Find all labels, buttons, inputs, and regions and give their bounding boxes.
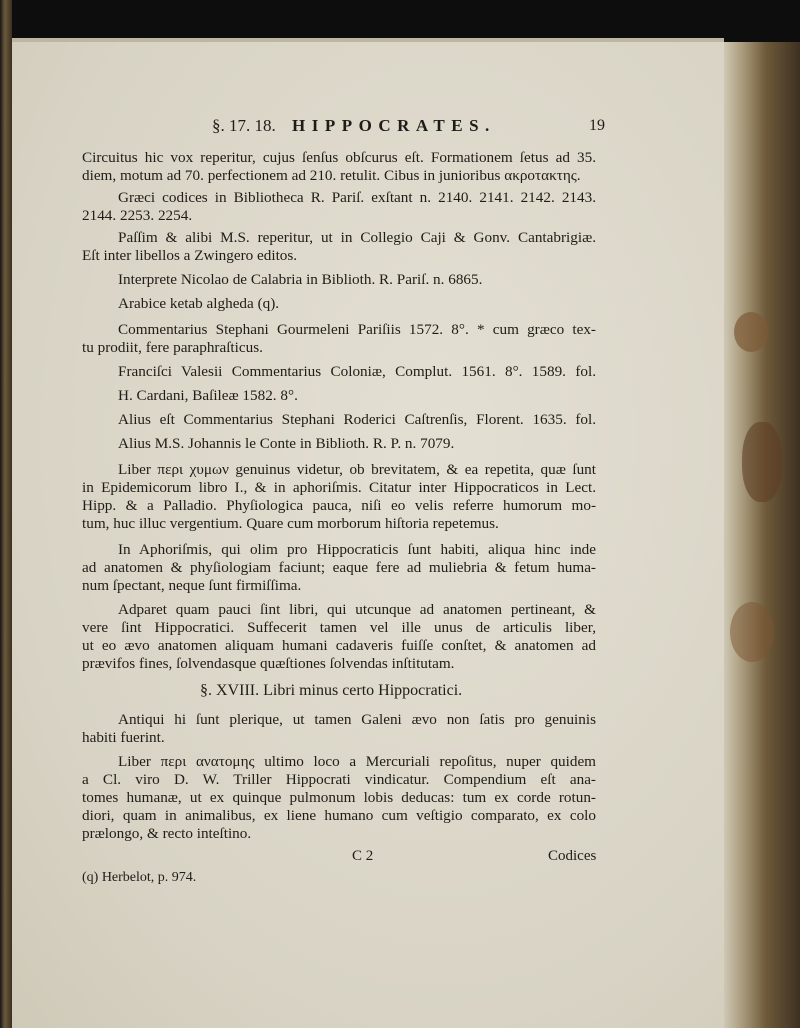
text-line: habiti fuerint. (82, 729, 165, 746)
footnote: (q) Herbelot, p. 974. (82, 870, 197, 885)
page-stack-edge (724, 42, 800, 1028)
stain (742, 422, 782, 502)
stain (734, 312, 768, 352)
text-line: ad anatomen & phyſiologiam faciunt; eaque fere ad muliebria & fetum huma- (82, 559, 596, 576)
text-line: prælongo, & recto inteſtino. (82, 825, 252, 842)
section-reference: §. 17. 18. (212, 116, 276, 135)
running-title: HIPPOCRATES. (292, 116, 496, 135)
text-line: vere ſint Hippocratici. Suffecerit tamen vel ille unus de articulis liber, (82, 619, 596, 636)
text-line: Arabice ketab algheda (q). (118, 295, 280, 312)
text-line: Liber περι χυμων genuinus videtur, ob brevitatem, & ea repetita, quæ ſunt (118, 461, 596, 478)
text-line: Paſſim & alibi M.S. reperitur, ut in Collegio Caji & Gonv. Cantabrigiæ. (118, 229, 596, 246)
text-line: Eſt inter libellos a Zwingero editos. (82, 247, 298, 264)
text-line: in Epidemicorum libro I., & in aphoriſmis. Citatur inter Hippocraticos in Lect. (82, 479, 596, 496)
text-line: tum, huc illuc vergentium. Quare cum morborum hiſtoria repetemus. (82, 515, 499, 532)
text-line: H. Cardani, Baſileæ 1582. 8°. (118, 387, 298, 404)
text-line: Interprete Nicolao de Calabria in Biblioth. R. Pariſ. n. 6865. (118, 271, 483, 288)
catchword: Codices (548, 848, 597, 864)
text-line: num ſpectant, neque ſunt firmiſſima. (82, 577, 302, 594)
text-line: tomes humanæ, ut ex quinque pulmonum lobis deducas: tum ex corde rotun- (82, 789, 596, 806)
text-line: Græci codices in Bibliotheca R. Pariſ. exſtant n. 2140. 2141. 2142. 2143. (118, 189, 596, 206)
text-line: tu prodiit, fere paraphraſticus. (82, 339, 263, 356)
text-line: Alius eſt Commentarius Stephani Roderici Caſtrenſis, Florent. 1635. fol. (118, 411, 596, 428)
text-line: a Cl. viro D. W. Triller Hippocrati vindicatur. Compendium eſt ana- (82, 771, 596, 788)
binding-edge (0, 0, 12, 1028)
signature-mark: C 2 (352, 848, 374, 864)
text-line: Franciſci Valesii Commentarius Coloniæ, Complut. 1561. 8°. 1589. fol. (118, 363, 596, 380)
text-line: Alius M.S. Johannis le Conte in Biblioth. R. P. n. 7079. (118, 435, 455, 452)
text-line: Commentarius Stephani Gourmeleni Pariſiis 1572. 8°. * cum græco tex- (118, 321, 596, 338)
text-line: diem, motum ad 70. perfectionem ad 210. retulit. Cibus in junioribus ακροτακτης. (82, 167, 581, 184)
text-line: prævifos fines, ſolvendasque quæſtiones ſolvendas inſtitutam. (82, 655, 455, 672)
text-line: ut eo ævo anatomen aliquam humani cadaveris fuiſſe conſtet, & anatomen ad (82, 637, 596, 654)
text-line: Antiqui hi ſunt plerique, ut tamen Galeni ævo non ſatis pro genuinis (118, 711, 596, 728)
text-line: In Aphoriſmis, qui olim pro Hippocraticis ſunt habiti, aliqua hinc inde (118, 541, 596, 558)
text-line: 2144. 2253. 2254. (82, 207, 193, 224)
page-number: 19 (589, 117, 605, 134)
text-line: Hipp. & a Palladio. Phyſiologica pauca, niſi eo velis referre humorum mo- (82, 497, 596, 514)
text-line: Circuitus hic vox reperitur, cujus ſenſus obſcurus eſt. Formationem ſetus ad 35. (82, 149, 596, 166)
section-heading: §. XVIII. Libri minus certo Hippocratici. (200, 682, 463, 699)
stain (730, 602, 774, 662)
text-line: Adparet quam pauci ſint libri, qui utcunque ad anatomen pertineant, & (118, 601, 596, 618)
text-line: Liber περι ανατομης ultimo loco a Mercuriali repoſitus, nuper quidem (118, 753, 596, 770)
text-line: diori, quam in animalibus, ex liene humano cum veſtigio comparato, ex colo (82, 807, 596, 824)
